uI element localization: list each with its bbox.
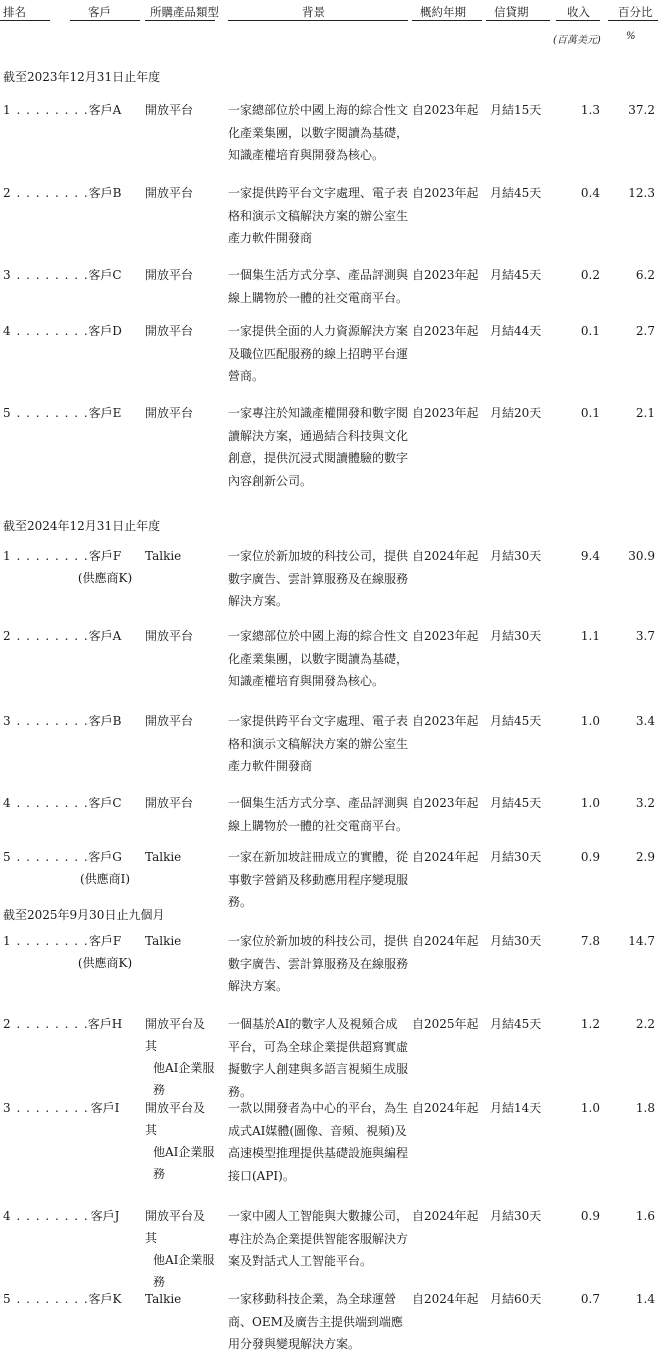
client-name: 客戶C bbox=[88, 268, 122, 282]
client-name: 客戶C bbox=[88, 796, 122, 810]
header-rule bbox=[486, 20, 550, 21]
background-cell: 一家在新加坡註冊成立的實體，從事數字營銷及移動應用程序變現服務。 bbox=[228, 850, 409, 909]
revenue-cell: 0.7 bbox=[580, 1292, 600, 1306]
client-cell bbox=[68, 1013, 142, 1035]
client-name: 客戶K bbox=[88, 1292, 122, 1306]
background-cell: 一家中國人工智能與大數據公司，專注於為企業提供智能客服解決方案及對話式人工智能平台。 bbox=[228, 1209, 409, 1268]
contract-year-cell: 自2024年起 bbox=[412, 1292, 479, 1306]
revenue-cell: 9.4 bbox=[580, 549, 600, 563]
percentage-cell: 1.4 bbox=[635, 1292, 655, 1306]
product-cell: 開放平台 bbox=[145, 103, 194, 117]
product-cell: 開放平台 bbox=[145, 629, 194, 643]
header-rule bbox=[608, 20, 658, 21]
revenue-cell: 1.1 bbox=[580, 629, 600, 643]
header-rule bbox=[556, 20, 600, 21]
credit-period-cell: 月結30天 bbox=[490, 549, 542, 563]
header-rule bbox=[228, 20, 408, 21]
header-product: 所購產品類型 bbox=[150, 5, 219, 19]
rank-cell: 3 . . . . . . . . bbox=[3, 268, 89, 282]
header-rule bbox=[145, 20, 215, 21]
contract-year-cell: 自2023年起 bbox=[412, 268, 479, 282]
client-note: (供應商K) bbox=[77, 956, 133, 970]
percentage-cell: 3.2 bbox=[635, 796, 655, 810]
client-cell bbox=[68, 320, 142, 342]
credit-period-cell: 月結45天 bbox=[490, 796, 542, 810]
product-cell: 開放平台及其 他AI企業服務 bbox=[145, 1101, 215, 1181]
revenue-cell: 0.1 bbox=[580, 406, 600, 420]
client-cell bbox=[68, 182, 142, 204]
credit-period-cell: 月結45天 bbox=[490, 186, 542, 200]
rank-cell: 2 . . . . . . . . bbox=[3, 186, 89, 200]
percentage-cell: 2.9 bbox=[635, 850, 655, 864]
revenue-cell: 0.1 bbox=[580, 324, 600, 338]
rank-cell: 3 . . . . . . . . bbox=[3, 1101, 89, 1115]
client-name: 客戶B bbox=[88, 714, 122, 728]
product-cell: 開放平台 bbox=[145, 796, 194, 810]
header-rule bbox=[412, 20, 482, 21]
client-cell bbox=[68, 930, 142, 974]
rank-cell: 1 . . . . . . . . bbox=[3, 549, 89, 563]
section-title: 截至2024年12月31日止年度 bbox=[3, 519, 161, 533]
revenue-cell: 1.2 bbox=[580, 1017, 600, 1031]
credit-period-cell: 月結30天 bbox=[490, 629, 542, 643]
contract-year-cell: 自2023年起 bbox=[412, 629, 479, 643]
credit-period-cell: 月結30天 bbox=[490, 934, 542, 948]
contract-year-cell: 自2023年起 bbox=[412, 324, 479, 338]
contract-year-cell: 自2024年起 bbox=[412, 1101, 479, 1115]
background-cell: 一家位於新加坡的科技公司，提供數字廣告、雲計算服務及在線服務解決方案。 bbox=[228, 549, 409, 608]
rank-cell: 1 . . . . . . . . bbox=[3, 934, 89, 948]
percentage-cell: 30.9 bbox=[628, 549, 655, 563]
background-cell: 一家總部位於中國上海的綜合性文化產業集團，以數字閱讀為基礎，知識產權培育與開發為核心。 bbox=[228, 629, 409, 688]
header-revenue: 收入 bbox=[567, 5, 590, 19]
percentage-cell: 2.1 bbox=[635, 406, 655, 420]
client-name: 客戶A bbox=[88, 629, 122, 643]
rank-cell: 2 . . . . . . . . bbox=[3, 1017, 89, 1031]
contract-year-cell: 自2023年起 bbox=[412, 406, 479, 420]
header-rule bbox=[70, 20, 140, 21]
header-percentage: 百分比 bbox=[618, 5, 653, 19]
background-cell: 一款以開發者為中心的平台，為生成式AI媒體(圖像、音頻、視頻)及高速模型推理提供基礎設施與編程接口(API)。 bbox=[228, 1101, 409, 1183]
client-name: 客戶B bbox=[88, 186, 122, 200]
client-name: 客戶F bbox=[88, 934, 122, 948]
client-name: 客戶D bbox=[88, 324, 122, 338]
client-cell bbox=[68, 264, 142, 286]
background-cell: 一個基於AI的數字人及視頻合成平台，可為全球企業提供超寫實虛擬數字人創建與多語言視頻生成服務。 bbox=[228, 1017, 409, 1099]
background-cell: 一家位於新加坡的科技公司，提供數字廣告、雲計算服務及在線服務解決方案。 bbox=[228, 934, 409, 993]
header-contract-year: 概約年期 bbox=[420, 5, 466, 19]
credit-period-cell: 月結15天 bbox=[490, 103, 542, 117]
percentage-cell: 3.7 bbox=[635, 629, 655, 643]
contract-year-cell: 自2023年起 bbox=[412, 186, 479, 200]
credit-period-cell: 月結44天 bbox=[490, 324, 542, 338]
background-cell: 一個集生活方式分享、產品評測與線上購物於一體的社交電商平台。 bbox=[228, 796, 409, 833]
percentage-cell: 2.2 bbox=[635, 1017, 655, 1031]
percentage-cell: 12.3 bbox=[628, 186, 655, 200]
credit-period-cell: 月結45天 bbox=[490, 268, 542, 282]
background-cell: 一個集生活方式分享、產品評測與線上購物於一體的社交電商平台。 bbox=[228, 268, 409, 305]
revenue-cell: 0.9 bbox=[580, 850, 600, 864]
product-cell: Talkie bbox=[145, 1292, 182, 1306]
product-cell: Talkie bbox=[145, 934, 182, 948]
product-cell: 開放平台 bbox=[145, 186, 194, 200]
credit-period-cell: 月結14天 bbox=[490, 1101, 542, 1115]
product-cell: 開放平台 bbox=[145, 406, 194, 420]
rank-cell: 5 . . . . . . . . bbox=[3, 850, 89, 864]
rank-cell: 4 . . . . . . . . bbox=[3, 1209, 89, 1223]
rank-cell: 5 . . . . . . . . bbox=[3, 406, 89, 420]
product-cell: 開放平台及其 他AI企業服務 bbox=[145, 1017, 215, 1097]
revenue-cell: 1.3 bbox=[580, 103, 600, 117]
client-cell bbox=[68, 402, 142, 424]
percentage-cell: 3.4 bbox=[635, 714, 655, 728]
revenue-cell: 1.0 bbox=[580, 796, 600, 810]
header-credit-period: 信貸期 bbox=[494, 5, 529, 19]
credit-period-cell: 月結20天 bbox=[490, 406, 542, 420]
percentage-cell: 6.2 bbox=[635, 268, 655, 282]
client-cell bbox=[68, 545, 142, 589]
revenue-cell: 1.0 bbox=[580, 1101, 600, 1115]
percentage-cell: 1.6 bbox=[635, 1209, 655, 1223]
client-cell bbox=[68, 792, 142, 814]
contract-year-cell: 自2025年起 bbox=[412, 1017, 479, 1031]
percentage-cell: 14.7 bbox=[628, 934, 655, 948]
header-rule bbox=[0, 20, 50, 21]
background-cell: 一家提供跨平台文字處理、電子表格和演示文稿解決方案的辦公室生產力軟件開發商 bbox=[228, 186, 409, 245]
client-cell bbox=[68, 1288, 142, 1310]
contract-year-cell: 自2023年起 bbox=[412, 796, 479, 810]
client-cell bbox=[68, 625, 142, 647]
contract-year-cell: 自2024年起 bbox=[412, 850, 479, 864]
client-name: 客戶I bbox=[90, 1101, 120, 1115]
client-name: 客戶F bbox=[88, 549, 122, 563]
client-cell bbox=[68, 99, 142, 121]
product-cell: 開放平台 bbox=[145, 714, 194, 728]
percentage-cell: 37.2 bbox=[628, 103, 655, 117]
percentage-unit: % bbox=[626, 31, 636, 42]
revenue-cell: 7.8 bbox=[580, 934, 600, 948]
table-header bbox=[0, 0, 660, 22]
client-cell bbox=[68, 846, 142, 890]
client-name: 客戶J bbox=[90, 1209, 120, 1223]
credit-period-cell: 月結60天 bbox=[490, 1292, 542, 1306]
product-cell: Talkie bbox=[145, 549, 182, 563]
rank-cell: 3 . . . . . . . . bbox=[3, 714, 89, 728]
client-name: 客戶A bbox=[88, 103, 122, 117]
revenue-cell: 0.2 bbox=[580, 268, 600, 282]
credit-period-cell: 月結45天 bbox=[490, 714, 542, 728]
contract-year-cell: 自2023年起 bbox=[412, 103, 479, 117]
revenue-cell: 1.0 bbox=[580, 714, 600, 728]
rank-cell: 1 . . . . . . . . bbox=[3, 103, 89, 117]
revenue-cell: 0.4 bbox=[580, 186, 600, 200]
credit-period-cell: 月結30天 bbox=[490, 850, 542, 864]
percentage-cell: 1.8 bbox=[635, 1101, 655, 1115]
client-cell bbox=[68, 710, 142, 732]
rank-cell: 5 . . . . . . . . bbox=[3, 1292, 89, 1306]
rank-cell: 2 . . . . . . . . bbox=[3, 629, 89, 643]
rank-cell: 4 . . . . . . . . bbox=[3, 324, 89, 338]
contract-year-cell: 自2024年起 bbox=[412, 1209, 479, 1223]
background-cell: 一家移動科技企業，為全球運營商、OEM及廣告主提供端到端應用分發與變現解決方案。 bbox=[228, 1292, 403, 1351]
background-cell: 一家提供跨平台文字處理、電子表格和演示文稿解決方案的辦公室生產力軟件開發商 bbox=[228, 714, 409, 773]
percentage-cell: 2.7 bbox=[635, 324, 655, 338]
client-name: 客戶G bbox=[88, 850, 122, 864]
product-cell: Talkie bbox=[145, 850, 182, 864]
revenue-cell: 0.9 bbox=[580, 1209, 600, 1223]
revenue-unit: (百萬美元) bbox=[553, 35, 601, 46]
background-cell: 一家提供全面的人力資源解決方案及職位匹配服務的線上招聘平台運營商。 bbox=[228, 324, 409, 383]
header-background: 背景 bbox=[302, 5, 325, 19]
section-title: 截至2023年12月31日止年度 bbox=[3, 70, 161, 84]
rank-cell: 4 . . . . . . . . bbox=[3, 796, 89, 810]
background-cell: 一家專注於知識產權開發和數字閱讀解決方案，通過結合科技與文化創意，提供沉浸式閱讀體驗的數字內容創新公司。 bbox=[228, 406, 409, 488]
client-name: 客戶H bbox=[87, 1017, 123, 1031]
header-rank: 排名 bbox=[3, 5, 26, 19]
client-cell bbox=[68, 1097, 142, 1119]
contract-year-cell: 自2023年起 bbox=[412, 714, 479, 728]
header-client: 客戶 bbox=[88, 5, 111, 19]
client-name: 客戶E bbox=[88, 406, 122, 420]
product-cell: 開放平台 bbox=[145, 268, 194, 282]
contract-year-cell: 自2024年起 bbox=[412, 934, 479, 948]
product-cell: 開放平台 bbox=[145, 324, 194, 338]
credit-period-cell: 月結30天 bbox=[490, 1209, 542, 1223]
client-note: (供應商I) bbox=[79, 872, 131, 886]
client-note: (供應商K) bbox=[77, 571, 133, 585]
product-cell: 開放平台及其 他AI企業服務 bbox=[145, 1209, 215, 1289]
background-cell: 一家總部位於中國上海的綜合性文化產業集團，以數字閱讀為基礎，知識產權培育與開發為核心。 bbox=[228, 103, 409, 162]
contract-year-cell: 自2024年起 bbox=[412, 549, 479, 563]
client-cell bbox=[68, 1205, 142, 1227]
credit-period-cell: 月結45天 bbox=[490, 1017, 542, 1031]
section-title: 截至2025年9月30日止九個月 bbox=[3, 908, 165, 922]
